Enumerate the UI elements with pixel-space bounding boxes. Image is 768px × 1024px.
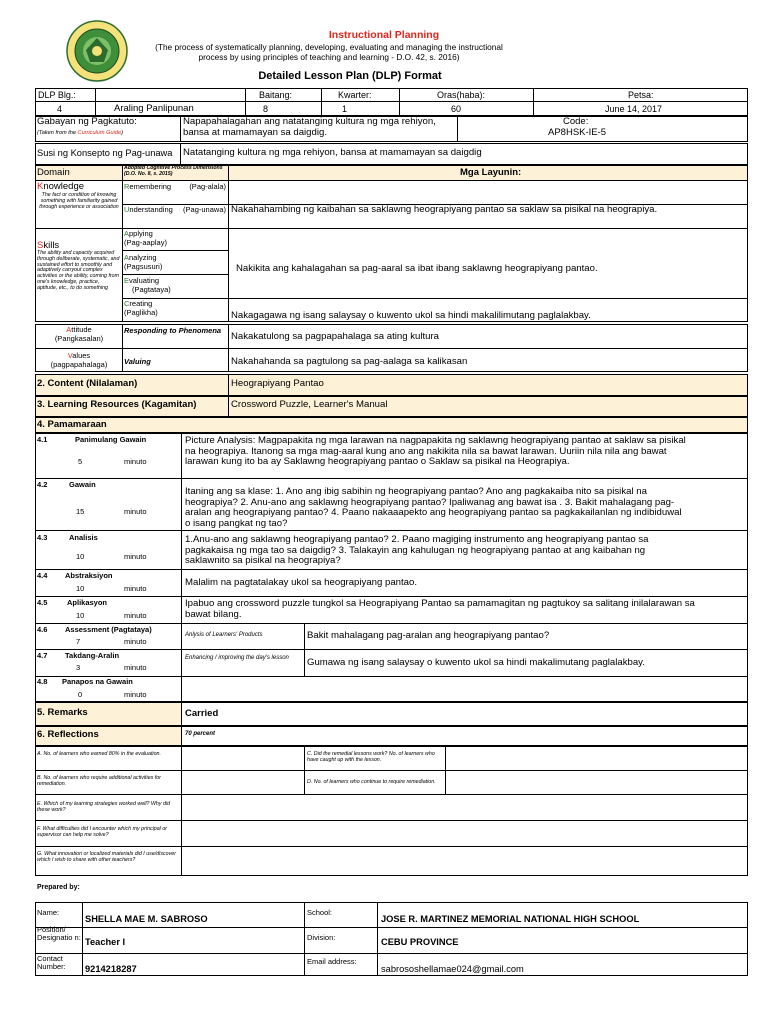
kwarter-value: 1 (342, 104, 348, 114)
row-4-5-min: 10 (76, 611, 85, 620)
understanding-tag: (Pag-unawa) (183, 205, 226, 214)
remembering-label: Remembering (124, 182, 172, 191)
content-row (35, 374, 748, 396)
subject-value: Araling Panlipunan (114, 103, 194, 114)
prepared-label: Prepared by: (37, 884, 80, 891)
row-4-2-text: Itaning ang sa klase: 1. Ano ang ibig sabihin ng heograpiyang pantao? Ano ang pagkakaiba nito sa pisikal na heograpiya? 2. Anu-ano ang saklawng heograpiyang pantao? Ipaliwanag ang bawat isa . 3. Bakit mahalagang pag-aralan ang heograpiyang pantao? 4. Paano nakaaapekto ang heograpiyang pantao sa pagkakailanlan ng indibiduwal o isang pangkat ng tao? (185, 486, 682, 529)
gabayan-note: (Taken from the Curriculum Guide) (37, 130, 123, 136)
knowledge-desc: The fact or condition of knowing something with familiarity gained through experience or association (39, 192, 119, 210)
row-4-5-num: 4.5 (37, 598, 48, 607)
position-value: Teacher I (85, 937, 126, 947)
reflection-a: A. No. of learners who earned 80% in the evaluation. (37, 751, 161, 757)
row-4-1-name: Panimulang Gawain (75, 435, 147, 444)
resources-value: Crossword Puzzle, Learner's Manual (231, 399, 388, 410)
reflections-value: 70 percent (185, 731, 216, 737)
applying-label: Applying (124, 229, 153, 238)
values-objective: Nakahahanda sa pagtulong sa pag-aalaga sa kalikasan (231, 356, 468, 367)
row-4-8-minuto: minuto (124, 690, 147, 699)
code-label: Code: (563, 116, 589, 127)
row-4-6-num: 4.6 (37, 625, 48, 634)
attitude-label: Attitude (66, 325, 92, 334)
division-label: Division: (307, 933, 336, 942)
curriculum-guide-link: Curriculum Guide (77, 130, 122, 136)
oras-label: Oras(haba): (437, 90, 486, 100)
values-label: Values (67, 351, 91, 360)
email-label: Email address: (307, 957, 357, 966)
objective-analyzing: Nakikita ang kahalagahan sa pag-aaral sa ibat ibang saklawng heograpiyang pantao. (236, 263, 598, 274)
gabayan-label: Gabayan ng Pagkatuto: (37, 116, 137, 127)
pamamaraan-header (35, 417, 748, 433)
name-label: Name: (37, 908, 60, 917)
row-4-4-name: Abstraksiyon (65, 571, 113, 580)
evaluating-label: Evaluating (124, 276, 160, 285)
gabayan-text: Napapahalagahan ang natatanging kultura ng mga rehiyon, bansa at mamamayan sa daigdig. (183, 116, 436, 138)
page-subtitle-2: process by using principles of teaching and learning - D.O. 42, s. 2016) (198, 52, 460, 62)
row-4-1-text: Picture Analysis: Magpapakita ng mga larawan na nagpapakita ng saklawng heograpiyang pantao at saklaw sa pisikal na heograpiya. Itanong sa mga mag-aaral kung ano ang nakikita nila sa bawat larawan. Uuriin nila nila ang bawat larawan kung ito ba ay Saklawng heograpiyang pantao o Saklaw sa pisikal na Heograpiya. (185, 435, 686, 468)
row-4-2-name: Gawain (69, 480, 96, 489)
row-4-7-sub: Enhancing / improving the day's lesson (185, 655, 289, 661)
row-4-6-text: Bakit mahalagang pag-aralan ang heograpiyang pantao? (307, 630, 550, 641)
row-4-6-minuto: minuto (124, 637, 147, 646)
row-4-8-name: Panapos na Gawain (62, 677, 133, 686)
baitang-value: 8 (263, 104, 269, 114)
remarks-value: Carried (185, 708, 219, 719)
row-4-7-text: Gumawa ng isang salaysay o kuwento ukol sa hindi makalimutang paglalakbay. (307, 657, 645, 668)
susi-text: Natatanging kultura ng mga rehiyon, bansa at mamamayan sa daigdig (183, 147, 482, 158)
kwarter-label: Kwarter: (338, 90, 372, 100)
objective-creating: Nakagagawa ng isang salaysay o kuwento ukol sa hindi makalilimutang paglalakbay. (231, 310, 591, 321)
row-4-6-name: Assessment (Pagtataya) (65, 625, 152, 634)
row-4-6-sub: Anlysis of Learners' Products (185, 632, 263, 638)
analyzing-tag: (Pagsusuri) (124, 262, 163, 271)
row-4-4-min: 10 (76, 584, 85, 593)
skills-desc: The ability and capacity acquired through deliberate, systematic, and sustained effort to smoothly and adaptively carryout complex activities or the ability, coming from one's knowledge, practice, aptitude, etc., to do something (37, 250, 120, 291)
row-4-1-min: 5 (78, 457, 83, 466)
pamamaraan-label: 4. Pamamaraan (37, 419, 107, 430)
row-4-3-num: 4.3 (37, 533, 48, 542)
name-value: SHELLA MAE M. SABROSO (85, 914, 208, 924)
row-4-3-name: Analisis (69, 533, 98, 542)
petsa-label: Petsa: (628, 90, 654, 100)
contact-value: 9214218287 (85, 964, 137, 974)
school-value: JOSE R. MARTINEZ MEMORIAL NATIONAL HIGH SCHOOL (381, 914, 640, 924)
row-4-2-minuto: minuto (124, 507, 147, 516)
school-label: School: (307, 908, 333, 917)
reflection-g: G. What innovation or localized materials did I use/discover which I wish to share with other teachers? (37, 851, 176, 864)
document-title: Detailed Lesson Plan (DLP) Format (258, 70, 442, 82)
row-4-2-num: 4.2 (37, 480, 48, 489)
row-4-5-name: Aplikasyon (67, 598, 108, 607)
evaluating-tag: (Pagtataya) (132, 285, 171, 294)
contact-label: Contact Number: (37, 954, 66, 972)
content-value: Heograpiyang Pantao (231, 378, 324, 389)
attitude-objective: Nakakatulong sa pagpapahalaga sa ating kultura (231, 331, 440, 342)
remembering-tag: (Pag-alala) (189, 182, 226, 191)
row-4-5-text: Ipabuo ang crossword puzzle tungkol sa Heograpiyang Pantao sa pamamagitan ng pagtukoy sa salitang inilalarawan sa bawat bilang. (185, 598, 695, 620)
row-4-1-num: 4.1 (37, 435, 48, 444)
row-4-7-num: 4.7 (37, 651, 48, 660)
objective-understanding: Nakahahambing ng kaibahan sa saklawng heograpiyang pantao sa saklaw sa pisikal na heograpiya. (231, 204, 658, 215)
row-4-2-min: 15 (76, 507, 85, 516)
page-subtitle-1: (The process of systematically planning, developing, evaluating and managing the instructional (155, 42, 503, 52)
row-4-3-text: 1.Anu-ano ang saklawng heograpiyang pantao? 2. Paano magiging instrumento ang heograpiyang pantao sa pagkakaisa ng mga tao sa daigdig? 3. Talakayin ang kahulugan ng heograpiyang pantao at ang kaibahan ng saklawnito sa pisikal na heograpiya? (185, 534, 649, 567)
page-title: Instructional Planning (328, 29, 440, 41)
susi-label: Susi ng Konsepto ng Pag-unawa (37, 148, 173, 158)
row-4-7-min: 3 (76, 663, 81, 672)
row-4-4-text: Malalim na pagtatalakay ukol sa heograpiyang pantao. (185, 577, 418, 588)
reflections-label: 6. Reflections (37, 729, 99, 740)
analyzing-label: Analyzing (124, 253, 157, 262)
skills-label: Skills (37, 240, 60, 251)
creating-tag: (Paglikha) (124, 308, 158, 317)
reflection-f: F. What difficulties did I encounter which my principal or supervisor can help me solve? (37, 826, 168, 839)
baitang-label: Baitang: (259, 90, 293, 100)
row-4-3-min: 10 (76, 552, 85, 561)
row-4-8-min: 0 (78, 690, 83, 699)
row-4-4-num: 4.4 (37, 571, 48, 580)
dlp-label: DLP Blg.: (38, 90, 76, 100)
oras-value: 60 (451, 104, 462, 114)
row-4-8-num: 4.8 (37, 677, 48, 686)
reflection-b: B. No. of learners who require additional activities for remediation. (37, 775, 161, 788)
petsa-value: June 14, 2017 (605, 104, 663, 114)
knowledge-label: Knowledge (37, 181, 85, 192)
attitude-dimension: Responding to Phenomena (124, 326, 222, 335)
reflection-e: E. Which of my learning strategies worked well? Why did these work? (37, 801, 171, 814)
reflection-c: C. Did the remedial lessons work? No. of learners who have caught up with the lesson. (307, 751, 435, 764)
layunin-label: Mga Layunin: (460, 167, 522, 178)
applying-tag: (Pag-aaplay) (124, 238, 167, 247)
dimensions-label: Adopted Cognitive Process Dimensions (D.O. No. 8, s. 2015) (124, 165, 223, 177)
values-dimension: Valuing (124, 357, 151, 366)
row-4-7-minuto: minuto (124, 663, 147, 672)
division-value: CEBU PROVINCE (381, 937, 459, 947)
row-4-3-minuto: minuto (124, 552, 147, 561)
row-4-6-min: 7 (76, 637, 81, 646)
email-value: sabrososhellamae024@gmail.com (381, 964, 524, 974)
row-4-7-name: Takdang-Aralin (65, 651, 120, 660)
domain-label: Domain (37, 167, 70, 178)
values-sub: (pagpapahalaga) (50, 360, 108, 369)
creating-label: Creating (124, 299, 153, 308)
content-label: 2. Content (Nilalaman) (37, 378, 138, 389)
resources-label: 3. Learning Resources (Kagamitan) (37, 399, 197, 410)
understanding-label: Understanding (124, 205, 173, 214)
code-value: AP8HSK-IE-5 (548, 127, 607, 138)
attitude-sub: (Pangkasalan) (54, 334, 104, 343)
row-4-4-minuto: minuto (124, 584, 147, 593)
reflection-d: D. No. of learners who continue to require remediation. (307, 779, 436, 785)
position-label: Position/ Designatio n: (37, 925, 81, 942)
row-4-5-minuto: minuto (124, 611, 147, 620)
dlp-value: 4 (57, 104, 63, 114)
row-4-1-minuto: minuto (124, 457, 147, 466)
remarks-label: 5. Remarks (37, 707, 88, 718)
